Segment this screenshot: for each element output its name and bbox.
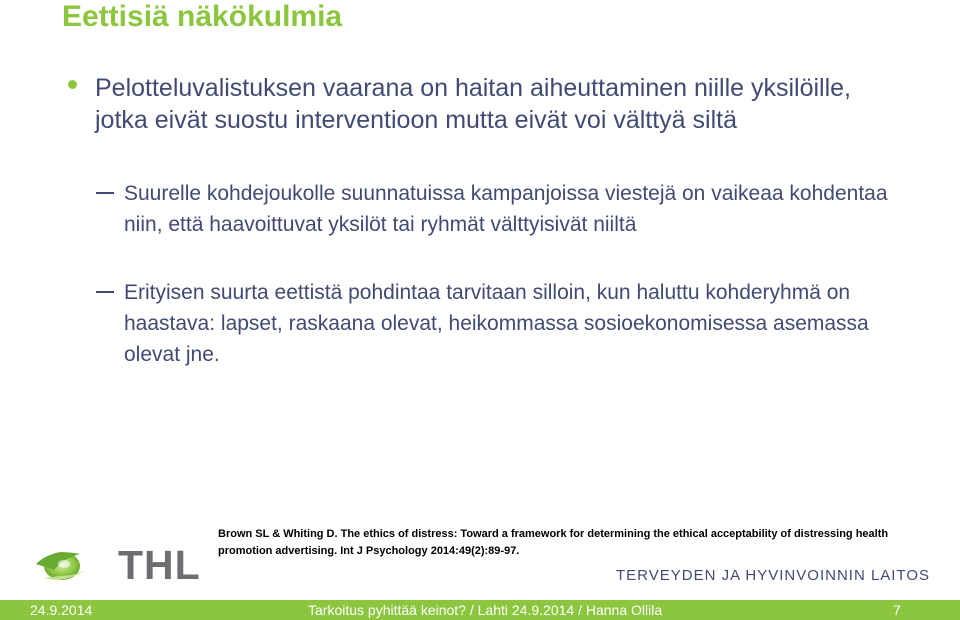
footer-presentation-info: Tarkoitus pyhittää keinot? / Lahti 24.9.2014 / Hanna Ollila [308, 602, 663, 618]
main-bullet-text: Pelotteluvalistuksen vaarana on haitan aiheuttaminen niille yksilöille, jotka eivät suostu interventioon mutta eivät voi välttyä siltä [95, 74, 852, 134]
page-number: 7 [893, 602, 901, 618]
bullet-dot-icon [68, 80, 77, 89]
thl-logo [30, 540, 201, 590]
thl-leaf-logo-icon [30, 540, 118, 590]
footer-date: 24.9.2014 [30, 602, 93, 618]
reference-citation: Brown SL & Whiting D. The ethics of distress: Toward a framework for determining the ethical acceptability of distressing health promotion advertising. Int J Psychology 2014:49(2):89-97. [218, 528, 889, 557]
dash-icon [96, 291, 114, 293]
logo-text: THL [118, 542, 201, 588]
sub-bullet-text: Erityisen suurta eettistä pohdintaa tarvitaan silloin, kun haluttu kohderyhmä on haastava: lapset, raskaana olevat, heikommassa sosioekonomisessa asemassa olevat jne. [124, 281, 869, 366]
dash-icon [96, 192, 114, 194]
sub-bullet-text: Suurelle kohdejoukolle suunnatuissa kampanjoissa viestejä on vaikeaa kohdentaa niin, että haavoittuvat yksilöt tai ryhmät välttyisivät niiltä [124, 182, 888, 236]
organization-name: TERVEYDEN JA HYVINVOINNIN LAITOS [616, 567, 931, 584]
slide-title: Eettisiä näkökulmia [62, 0, 343, 33]
